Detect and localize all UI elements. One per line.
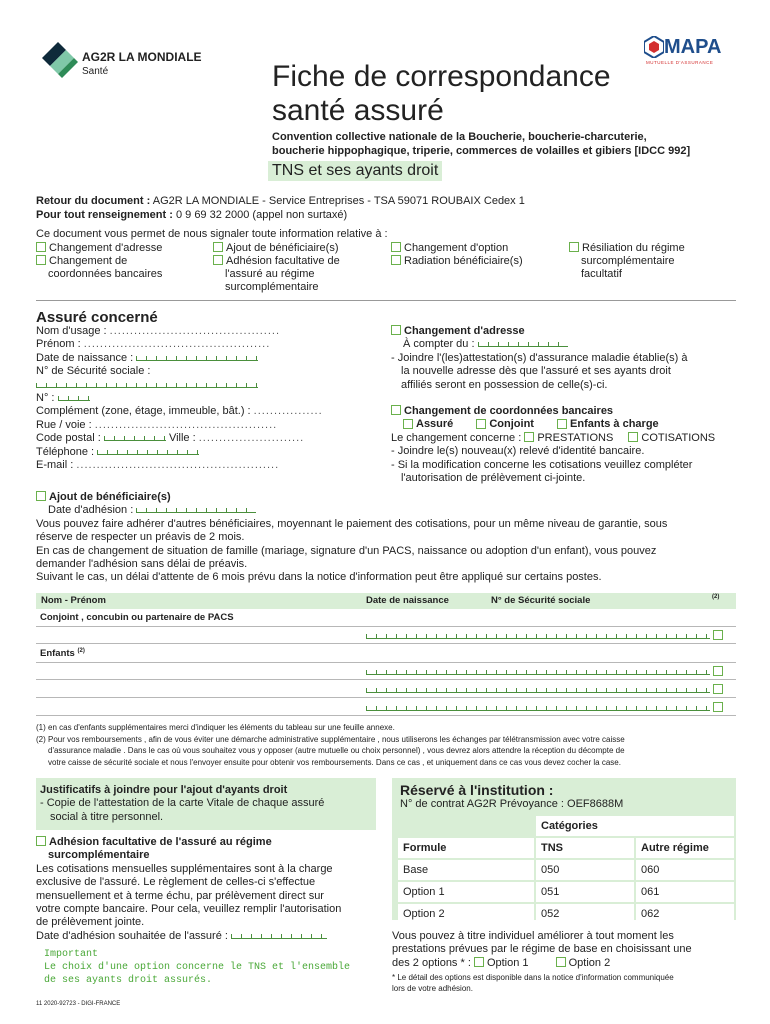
complement-field[interactable]: Complément (zone, étage, immeuble, bât.) : ................. — [36, 405, 323, 418]
audience-badge: TNS et ses ayants droit — [268, 161, 442, 181]
cotisations-checkbox[interactable]: COTISATIONS — [628, 432, 715, 444]
mapa-logo: MAPA MUTUELLE D'ASSURANCE — [646, 36, 722, 65]
adhesion-date-field[interactable]: Date d'adhésion : — [36, 504, 756, 517]
cp-ville-field[interactable]: Code postal : Ville : .......................... — [36, 432, 305, 445]
row-label-conjoint: Conjoint , concubin ou partenaire de PACS — [40, 612, 234, 623]
table-divider — [36, 715, 736, 716]
bank-assure-checkbox[interactable]: Assuré — [403, 418, 453, 430]
table-divider — [36, 662, 736, 663]
ag2r-logo — [36, 36, 80, 80]
bank-conjoint-checkbox[interactable]: Conjoint — [476, 418, 534, 430]
table-divider — [36, 697, 736, 698]
numero-field[interactable]: N° : — [36, 392, 366, 405]
row-label-enfants: Enfants $^{(2)}$ — [40, 648, 85, 660]
enfant-secu-field[interactable] — [366, 684, 726, 696]
option-group-1: Changement d'adresse Changement de coordonnées bancaires — [36, 242, 162, 281]
adhesion-date-field[interactable]: Date d'adhésion souhaitée de l'assuré : — [36, 930, 376, 943]
bank-change-checkbox[interactable]: Changement de coordonnées bancaires — [391, 405, 741, 418]
intro-text: Ce document vous permet de nous signaler toute information relative à : — [36, 228, 388, 240]
institution-table: Catégories Formule TNS Autre régime Base 050 060 Option 1 051 061 Option 2 052 062 — [396, 814, 736, 926]
table-row: Option 2 052 062 — [398, 904, 734, 924]
address-change-block: Changement d'adresse À compter du : - Joindre l'(les)attestation(s) d'assurance maladie établie(s) à la nouvelle adresse dès que l'assuré et ses ayants droit affiliés seront en possession de celle(s)-ci. — [391, 325, 741, 392]
option-radiation[interactable]: Radiation bénéficiaire(s) — [391, 255, 523, 268]
option-adhesion[interactable]: Adhésion facultative de — [213, 255, 340, 268]
bank-change-block: Changement de coordonnées bancaires Assuré Conjoint Enfants à charge Le changement concerne : PRESTATIONS COTISATIONS - Joindre le(s) nouveau(x) relevé d'identité bancaire. - Si la modification concerne les cotisations veuillez compléter l'autorisation de prélèvement ci-jointe. — [391, 405, 741, 485]
option1-checkbox[interactable]: Option 1 — [474, 957, 529, 969]
option2-checkbox[interactable]: Option 2 — [556, 957, 611, 969]
secu-label: N° de Sécurité sociale : — [36, 365, 151, 378]
email-field[interactable]: E-mail : .................................................. — [36, 459, 280, 472]
option-group-2: Ajout de bénéficiaire(s) Adhésion facultative de l'assuré au régime surcomplémentaire — [213, 242, 340, 294]
important-note: Important Le choix d'une option concerne le TNS et l'ensemble de ses ayants droit assurés. — [44, 949, 351, 986]
nom-field[interactable]: Nom d'usage : .......................................... — [36, 325, 281, 337]
adhesion-block: Adhésion facultative de l'assuré au régime surcomplémentaire Les cotisations mensuelles supplémentaires sont à la charge exclusive de l'assuré. Le règlement de celles-ci s'effectue mensuellement et à terme échu, par prélèvement direct sur votre compte bancaire. Pour cela, veuillez remplir l'autorisation de prélèvement jointe. Date d'adhésion souhaitée de l'assuré : — [36, 836, 376, 943]
brand-name: AG2R LA MONDIALE — [82, 50, 202, 64]
justificatifs-block: Justificatifs à joindre pour l'ajout d'ayants droit - Copie de l'attestation de la carte Vitale de chaque assuré social à titre personnel. — [40, 784, 325, 823]
secu-field[interactable] — [36, 379, 366, 392]
option-change-address[interactable]: Changement d'adresse — [36, 242, 162, 255]
subtitle: Convention collective nationale de la Boucherie, boucherie-charcuterie, boucherie hippophagique, triperie, commerces de volailles et gibiers [IDCC 992] — [272, 131, 691, 157]
enfant-secu-field[interactable] — [366, 702, 726, 714]
footnotes: (1) en cas d'enfants supplémentaires merci d'indiquer les éléments du tableau sur une feuille annexe. (2) Pour vos remboursements , afin de vous éviter une démarche administrative supplémentaire , nous utiliserons les échanges par télétransmission avec votre caisse d'assurance maladie . Dans le cas où vous souhaitez vous y opposer (autre mutuelle ou choix personnel) , vous devrez alors attendre la réception du décompte de votre caisse de sécurité sociale et nous l'envoyer ensuite pour obtenir vos remboursements. Dans ce cas , et uniquement dans ce cas vous devez cocher la case. — [36, 723, 625, 767]
option-change-option[interactable]: Changement d'option — [391, 242, 523, 255]
table-divider — [36, 643, 736, 644]
address-change-checkbox[interactable]: Changement d'adresse — [391, 325, 741, 338]
option-change-bank[interactable]: Changement de — [36, 255, 162, 268]
assure-fields — [36, 325, 366, 472]
prenom-field[interactable]: Prénom : .............................................. — [36, 338, 271, 351]
table-row: Base 050 060 — [398, 860, 734, 880]
divider — [36, 300, 736, 301]
section-title-assure: Assuré concerné — [36, 309, 158, 326]
contact-block: Retour du document : AG2R LA MONDIALE - Service Entreprises - TSA 59071 ROUBAIX Cedex 1 Pour tout renseignement : 0 9 69 32 2000 (appel non surtaxé) — [36, 195, 525, 221]
add-beneficiary-checkbox[interactable]: Ajout de bénéficiaire(s) — [36, 491, 756, 504]
institution-title: Réservé à l'institution : — [400, 782, 554, 798]
option-resiliation[interactable]: Résiliation du régime — [569, 242, 685, 255]
conjoint-secu-field[interactable] — [366, 630, 726, 642]
tel-field[interactable]: Téléphone : — [36, 446, 366, 459]
brand-sub: Santé — [82, 66, 109, 77]
birthdate-field[interactable]: Date de naissance : — [36, 352, 366, 365]
option-add-beneficiary[interactable]: Ajout de bénéficiaire(s) — [213, 242, 340, 255]
table-divider — [36, 679, 736, 680]
option-footnote: * Le détail des options est disponible dans la notice d'information communiquée lors de votre adhésion. — [392, 973, 674, 993]
contract-number: N° de contrat AG2R Prévoyance : OEF8688M — [400, 798, 624, 810]
doc-reference: 11 2020-92723 - DIGI-FRANCE — [36, 1001, 121, 1007]
option-choice-block: Vous pouvez à titre individuel améliorer à tout moment les prestations prévues par le régime de base en choisissant une des 2 options * : Option 1 Option 2 — [392, 930, 692, 969]
adhesion-checkbox[interactable]: Adhésion facultative de l'assuré au régime — [36, 836, 376, 849]
table-divider — [36, 626, 736, 627]
add-beneficiary-block: Ajout de bénéficiaire(s) Date d'adhésion : Vous pouvez faire adhérer d'autres bénéficiaires, moyennant le paiement des cotisations, pour un même niveau de garantie, sous réserve de respecter un préavis de 2 mois. En cas de changement de situation de famille (mariage, signature d'un PACS, naissance ou adoption d'un enfant), vous pouvez demander l'adhésion sans délai de préavis. Suivant le cas, un délai d'attente de 6 mois prévu dans la notice d'information peut être appliqué sur certains postes. — [36, 491, 756, 585]
option-group-4: Résiliation du régime surcomplémentaire facultatif — [569, 242, 685, 281]
option-group-3 — [391, 242, 523, 268]
table-header: Nom - Prénom Date de naissance N° de Sécurité sociale (2) — [36, 593, 736, 609]
address-date-field[interactable]: À compter du : — [391, 338, 741, 351]
rue-field[interactable]: Rue / voie : ............................................. — [36, 418, 278, 431]
bank-enfants-checkbox[interactable]: Enfants à charge — [557, 418, 659, 430]
table-row: Option 1 051 061 — [398, 882, 734, 902]
prestations-checkbox[interactable]: PRESTATIONS — [524, 432, 613, 444]
page-title: Fiche de correspondance santé assuré — [272, 60, 611, 127]
enfant-secu-field[interactable] — [366, 666, 726, 678]
